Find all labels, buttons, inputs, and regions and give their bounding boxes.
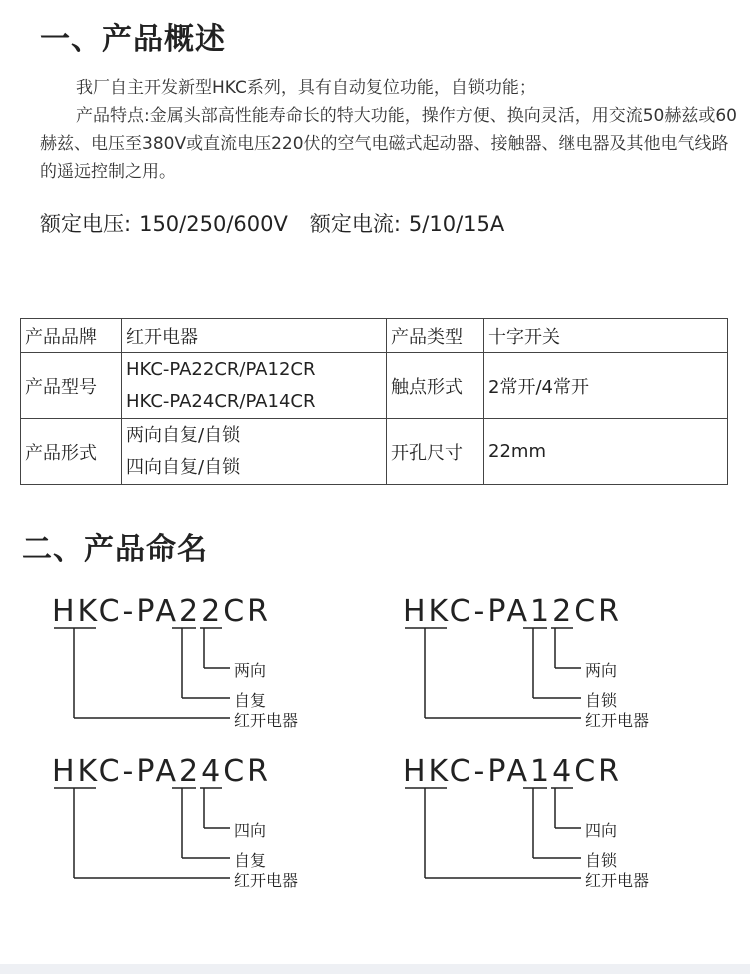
return-label: 自锁 [585,691,618,710]
type-label: 产品类型 [387,319,484,353]
form-value-line-1: 两向自复/自锁 [126,424,241,446]
rating-line [40,208,512,238]
naming-lines [403,754,703,894]
hole-value: 22mm [484,419,728,485]
model-label: 产品型号 [21,353,122,419]
model-code: HKC-PA22CR [52,594,272,629]
brand-label: 红开电器 [234,871,299,890]
return-label: 自锁 [585,851,618,870]
brand-label: 红开电器 [585,871,650,890]
brand-label: 产品品牌 [21,319,122,353]
brand-label: 红开电器 [234,711,299,730]
direction-label: 四向 [585,821,618,840]
section-title-overview: 一、产品概述 [40,22,226,57]
spec-table [20,318,728,485]
model-value [122,353,387,419]
brand-value: 红开电器 [122,319,387,353]
return-label: 自复 [234,851,267,870]
overview-paragraph-1: 我厂自主开发新型HKC系列，具有自动复位功能，自锁功能； [76,78,536,98]
rated-voltage-label: 额定电压: [40,212,132,236]
table-row [21,319,728,353]
model-code: HKC-PA24CR [52,754,272,789]
rated-current-label: 额定电流: [309,212,401,236]
form-value-line-2: 四向自复/自锁 [126,456,241,478]
direction-label: 两向 [234,661,267,680]
form-value [122,419,387,485]
form-label: 产品形式 [21,419,122,485]
hole-label: 开孔尺寸 [387,419,484,485]
rated-current-value: 5/10/15A [408,212,505,236]
bottom-divider [0,964,750,974]
model-value-line-2: HKC-PA24CR/PA14CR [126,390,316,412]
model-code: HKC-PA12CR [403,594,623,629]
table-row [21,353,728,419]
direction-label: 两向 [585,661,618,680]
brand-label: 红开电器 [585,711,650,730]
contact-label: 触点形式 [387,353,484,419]
direction-label: 四向 [234,821,267,840]
naming-lines [403,594,703,734]
type-value: 十字开关 [484,319,728,353]
contact-value: 2常开/4常开 [484,353,728,419]
table-row [21,419,728,485]
model-code: HKC-PA14CR [403,754,623,789]
model-value-line-1: HKC-PA22CR/PA12CR [126,358,316,380]
section-title-naming: 二、产品命名 [22,532,208,567]
return-label: 自复 [234,691,267,710]
naming-lines [52,754,352,894]
naming-lines [52,594,352,734]
overview-text [40,74,740,186]
overview-paragraph-2: 产品特点:金属头部高性能寿命长的特大功能，操作方便、换向灵活，用交流50赫兹或60赫兹、电压至380V或直流电压220伏的空气电磁式起动器、接触器、继电器及其他电气线路的遥远控制之用。 [40,106,737,182]
rated-voltage-value: 150/250/600V [139,212,288,236]
